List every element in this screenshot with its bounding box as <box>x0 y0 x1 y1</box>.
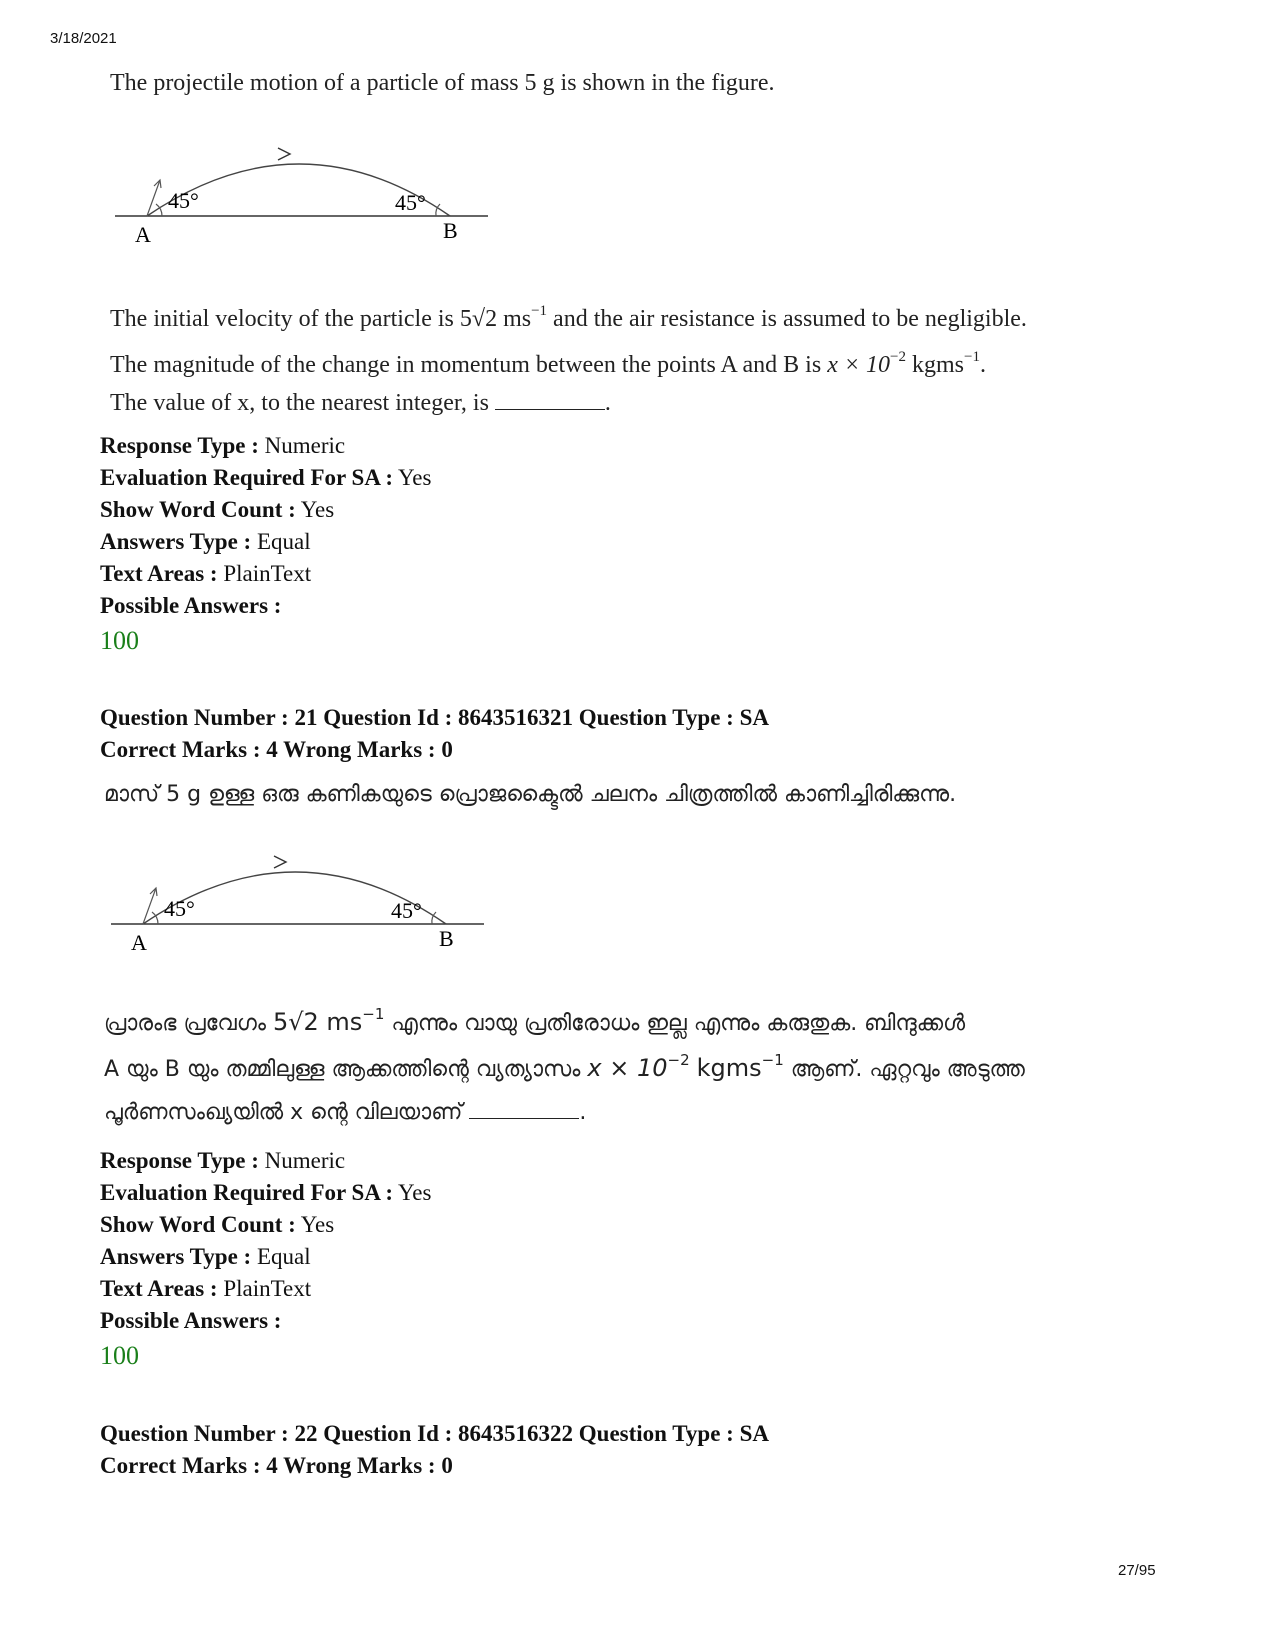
velocity-arrow-icon <box>143 888 156 924</box>
marks-line: Correct Marks : 4 Wrong Marks : 0 <box>100 737 453 762</box>
question-number-line: Question Number : 22 Question Id : 8643516322 Question Type : SA <box>100 1421 769 1446</box>
question-stem-ml: മാസ് 5 g ഉള്ള ഒരു കണികയുടെ പ്രൊജക്ടൈൽ ചലനം ചിത്രത്തിൽ കാണിച്ചിരിക്കുന്നു. <box>104 782 957 807</box>
meta-possible-answers: Possible Answers : <box>100 1308 282 1333</box>
question-meta <box>100 1145 431 1337</box>
meta-text-areas: Text Areas : PlainText <box>100 561 312 586</box>
question-line-1: The initial velocity of the particle is 5√2 $ms^{-1}$ and the air resistance is assumed to be negligible. <box>110 303 1027 332</box>
point-label-a: A <box>131 930 147 955</box>
angle-label-a: 45° <box>164 896 195 921</box>
print-date: 3/18/2021 <box>50 30 117 47</box>
meta-word-count: Show Word Count : Yes <box>100 1212 335 1237</box>
question-header <box>100 1418 769 1482</box>
question-number-line: Question Number : 21 Question Id : 8643516321 Question Type : SA <box>100 705 769 730</box>
meta-possible-answers: Possible Answers : <box>100 593 282 618</box>
question-line-ml-2: A യും B യും തമ്മിലുള്ള ആക്കത്തിന്റെ വ്യത്യാസം $x \times 10^{-2}$ kgms$^{-1}$ ആണ്. ഏറ്റവും അടുത്ത <box>104 1051 1025 1082</box>
meta-response-type: Response Type : Numeric <box>100 1148 346 1173</box>
projectile-figure-ml <box>106 848 496 958</box>
question-line-3: The value of x, to the nearest integer, is . <box>110 390 611 416</box>
meta-response-type: Response Type : Numeric <box>100 433 346 458</box>
meta-text-areas: Text Areas : PlainText <box>100 1276 312 1301</box>
answer-blank <box>495 391 605 410</box>
marks-line: Correct Marks : 4 Wrong Marks : 0 <box>100 1453 453 1478</box>
question-line-ml-3: പൂർണസംഖ്യയിൽ x ന്റെ വിലയാണ് . <box>104 1100 587 1125</box>
possible-answer-value: 100 <box>100 1341 139 1370</box>
meta-evaluation: Evaluation Required For SA : Yes <box>100 1180 432 1205</box>
meta-evaluation: Evaluation Required For SA : Yes <box>100 465 432 490</box>
question-header <box>100 702 769 766</box>
angle-label-b: 45° <box>395 190 426 215</box>
page-number: 27/95 <box>1118 1562 1156 1579</box>
angle-label-b: 45° <box>391 898 422 923</box>
point-label-a: A <box>135 222 151 247</box>
question-line-2: The magnitude of the change in momentum between the points A and B is $x \times 10^{-2}$ kgms$^{-1}$. <box>110 349 986 378</box>
direction-arrow-icon <box>278 148 290 160</box>
point-label-b: B <box>439 926 454 951</box>
direction-arrow-icon <box>274 856 286 868</box>
answer-blank <box>469 1100 579 1119</box>
question-stem: The projectile motion of a particle of mass 5 g is shown in the figure. <box>110 70 775 96</box>
velocity-arrow-icon <box>147 180 160 216</box>
point-label-b: B <box>443 218 458 243</box>
meta-word-count: Show Word Count : Yes <box>100 497 335 522</box>
possible-answer-value: 100 <box>100 626 139 655</box>
meta-answers-type: Answers Type : Equal <box>100 529 311 554</box>
projectile-figure <box>110 140 500 250</box>
meta-answers-type: Answers Type : Equal <box>100 1244 311 1269</box>
question-meta <box>100 430 431 622</box>
angle-label-a: 45° <box>168 188 199 213</box>
question-line-ml-1: പ്രാരംഭ പ്രവേഗം 5√2 $ms^{-1}$ എന്നും വായു പ്രതിരോധം ഇല്ല എന്നും കരുതുക. ബിന്ദുക്കൾ <box>104 1005 966 1036</box>
